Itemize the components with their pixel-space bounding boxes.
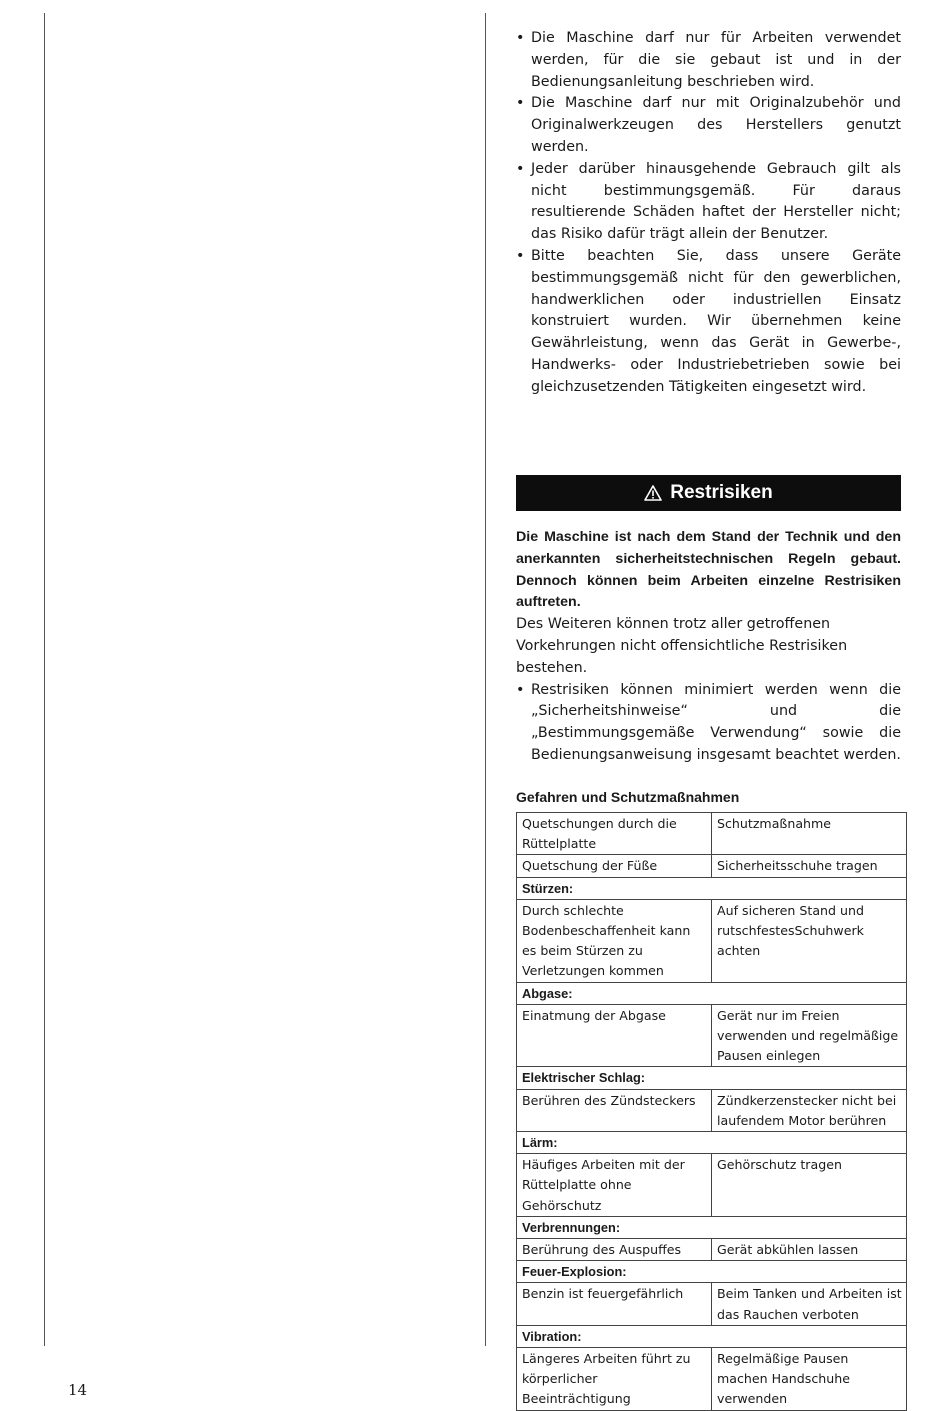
hazard-cell: Quetschung der Füße (517, 855, 712, 877)
hazard-cell: Längeres Arbeiten führt zu körperlicher Beeinträchtigung (517, 1348, 712, 1411)
hazard-row (517, 1283, 907, 1325)
usage-bullet-item: • Die Maschine darf nur für Arbeiten verwendet werden, für die sie gebaut ist und in der Bedienungsanleitung beschrieben wird. (516, 28, 901, 93)
measure-cell: Gehörschutz tragen (712, 1154, 907, 1217)
usage-bullet-item: • Jeder darüber hinausgehende Gebrauch gilt als nicht bestimmungsgemäß. Für daraus resultierende Schäden haftet der Hersteller nicht; das Risiko dafür trägt allein der Benutzer. (516, 159, 901, 246)
measure-cell: Auf sicheren Stand und rutschfestesSchuhwerk achten (712, 899, 907, 982)
hazard-cell: Einatmung der Abgase (517, 1004, 712, 1067)
measure-cell: Schutzmaßnahme (712, 813, 907, 855)
measure-cell: Beim Tanken und Arbeiten ist das Rauchen verboten (712, 1283, 907, 1325)
restrisiken-bold-paragraph: Die Maschine ist nach dem Stand der Technik und den anerkannten sicherheitstechnischen Regeln gebaut. Dennoch können beim Arbeiten einzelne Restrisiken auftreten. (516, 529, 901, 611)
hazard-cell: Quetschungen durch die Rüttelplatte (517, 813, 712, 855)
hazard-section-row (517, 1261, 907, 1283)
hazard-row (517, 899, 907, 982)
hazard-section-label: Abgase: (517, 982, 907, 1004)
hazard-row (517, 1089, 907, 1131)
hazard-cell: Berührung des Auspuffes (517, 1239, 712, 1261)
measure-cell: Zündkerzenstecker nicht bei laufendem Motor berühren (712, 1089, 907, 1131)
restrisiken-section (516, 527, 901, 767)
hazard-section-label: Stürzen: (517, 877, 907, 899)
warning-triangle-icon (644, 485, 662, 501)
hazard-cell: Berühren des Zündsteckers (517, 1089, 712, 1131)
restrisiken-heading: Restrisiken (670, 482, 773, 503)
restrisiken-paragraph: Des Weiteren können trotz aller getroffenen Vorkehrungen nicht offensichtliche Restrisiken bestehen. (516, 616, 848, 676)
usage-bullet-item: • Die Maschine darf nur mit Originalzubehör und Originalwerkzeugen des Herstellers genutzt werden. (516, 93, 901, 158)
hazard-section-label: Elektrischer Schlag: (517, 1067, 907, 1089)
hazard-row (517, 855, 907, 877)
measure-cell: Regelmäßige Pausen machen Handschuhe verwenden (712, 1348, 907, 1411)
hazard-cell: Häufiges Arbeiten mit der Rüttelplatte ohne Gehörschutz (517, 1154, 712, 1217)
column-divider-rule (485, 13, 486, 1346)
usage-bullet-item: • Bitte beachten Sie, dass unsere Geräte bestimmungsgemäß nicht für den gewerblichen, handwerklichen oder industriellen Einsatz konstruiert wurden. Wir übernehmen keine Gewährleistung, wenn das Gerät in Gewerbe-, Handwerks- oder Industriebetrieben sowie bei gleichzusetzenden Tätigkeiten eingesetzt wird. (516, 246, 901, 399)
measure-cell: Gerät nur im Freien verwenden und regelmäßige Pausen einlegen (712, 1004, 907, 1067)
hazard-section-label: Vibration: (517, 1325, 907, 1347)
hazard-section-row (517, 1216, 907, 1238)
hazard-row (517, 1004, 907, 1067)
hazard-row (517, 813, 907, 855)
hazard-row (517, 1348, 907, 1411)
hazard-table-title: Gefahren und Schutzmaßnahmen (516, 789, 740, 805)
page-number: 14 (68, 1381, 88, 1399)
left-margin-rule (44, 13, 45, 1346)
hazard-section-row (517, 982, 907, 1004)
restrisiken-heading-bar (516, 475, 901, 511)
hazard-row (517, 1239, 907, 1261)
hazard-row (517, 1154, 907, 1217)
usage-bullet-list (516, 28, 901, 399)
measure-cell: Gerät abkühlen lassen (712, 1239, 907, 1261)
hazard-cell: Benzin ist feuergefährlich (517, 1283, 712, 1325)
restrisiken-bullet-item: • Restrisiken können minimiert werden wenn die „Sicherheitshinweise“ und die „Bestimmungsgemäße Verwendung“ sowie die Bedienungsanweisung insgesamt beachtet werden. (516, 680, 901, 767)
hazard-section-row (517, 1132, 907, 1154)
hazard-section-label: Verbrennungen: (517, 1216, 907, 1238)
restrisiken-bullet-list (516, 680, 901, 767)
hazard-section-label: Lärm: (517, 1132, 907, 1154)
hazard-section-row (517, 1067, 907, 1089)
hazard-section-row (517, 1325, 907, 1347)
hazard-section-label: Feuer-Explosion: (517, 1261, 907, 1283)
hazard-table (516, 812, 907, 1411)
hazard-cell: Durch schlechte Bodenbeschaffenheit kann es beim Stürzen zu Verletzungen kommen (517, 899, 712, 982)
hazard-section-row (517, 877, 907, 899)
measure-cell: Sicherheitsschuhe tragen (712, 855, 907, 877)
